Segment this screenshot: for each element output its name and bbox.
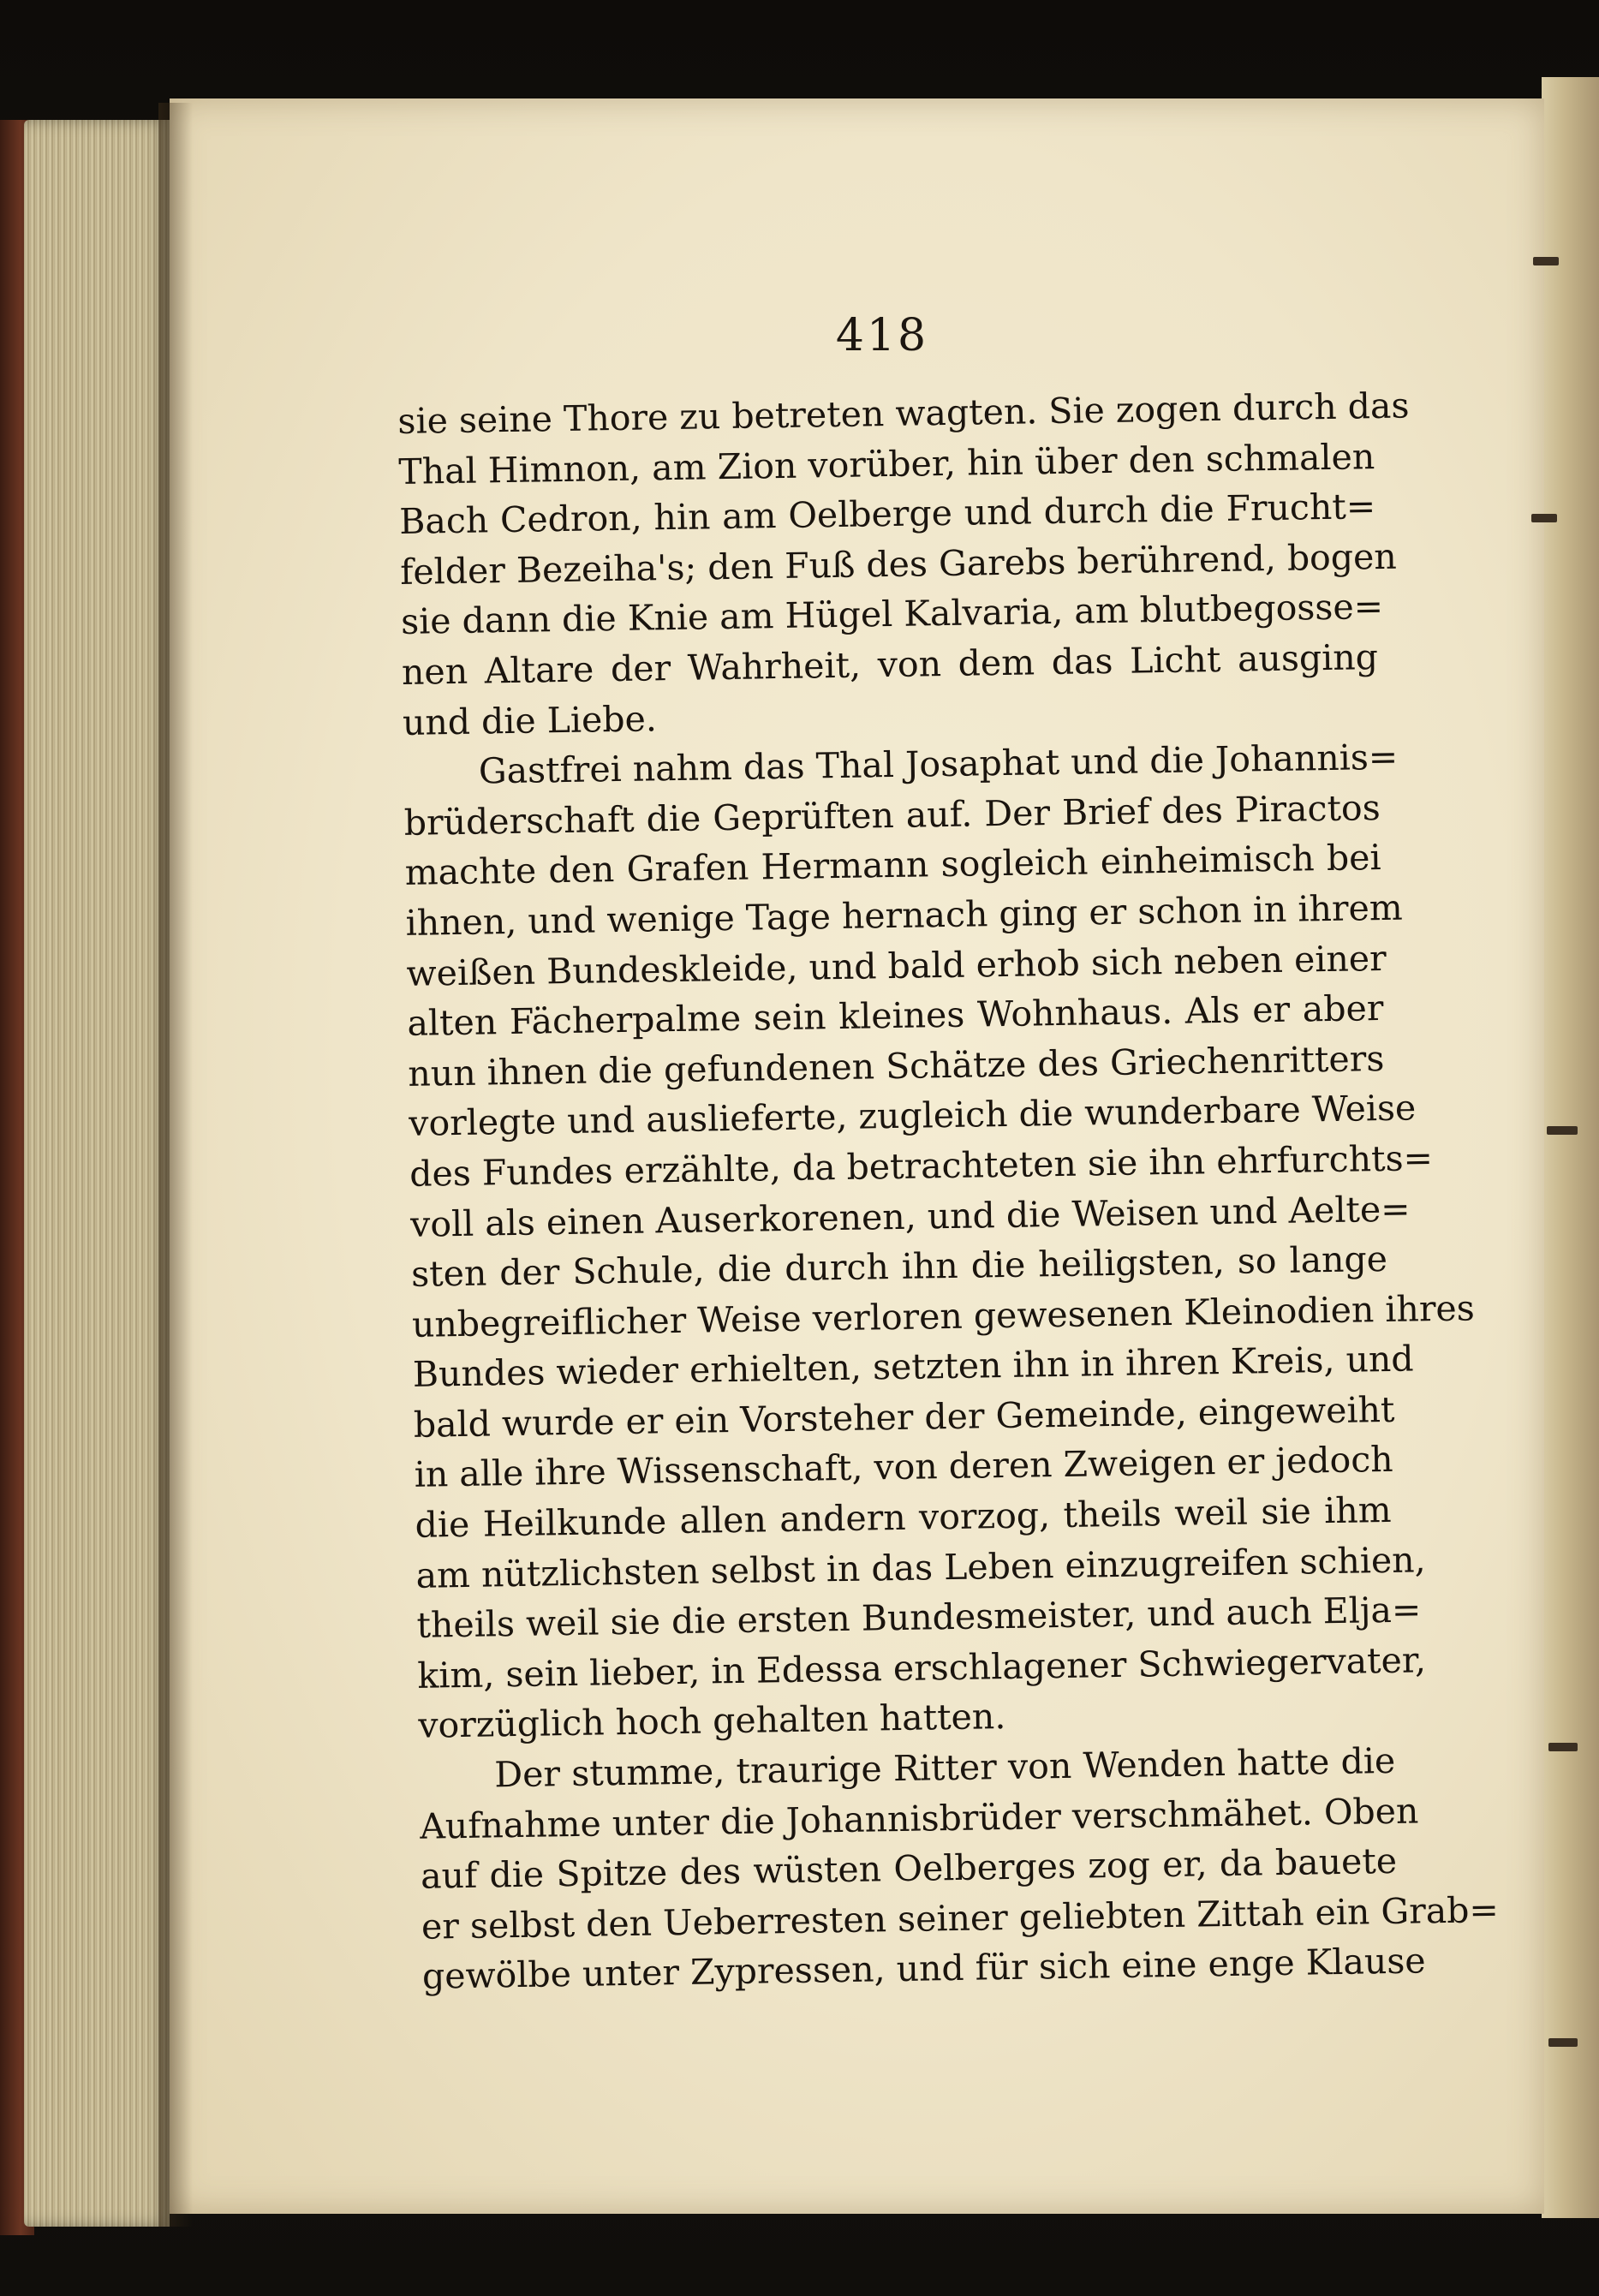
text-line: nun ihnen die gefundenen Schätze des Griechenritters	[408, 1037, 1385, 1094]
text-line: brüderschaft die Geprüften auf. Der Brief des Piractos	[403, 786, 1381, 844]
text-line: am nützlichsten selbst in das Leben einzugreifen schien,	[415, 1538, 1426, 1596]
text-line: nen Altare der Wahrheit, von dem das Licht ausging	[401, 636, 1379, 693]
facing-page-edge	[1542, 77, 1599, 2218]
paragraph	[419, 1736, 1500, 2002]
clip-mark	[1548, 1743, 1578, 1751]
text-line: Bach Cedron, hin am Oelberge und durch die Frucht=	[398, 486, 1376, 543]
text-line: sie seine Thore zu betreten wagten. Sie zogen durch das	[397, 385, 1410, 442]
clip-mark	[1533, 257, 1559, 265]
text-line: Bundes wieder erhielten, setzten ihn in ihren Kreis, und	[412, 1338, 1414, 1396]
text-line: Aufnahme unter die Johannisbrüder verschmähet. Oben	[419, 1790, 1419, 1847]
clip-mark	[1548, 2038, 1578, 2047]
clip-mark	[1547, 1126, 1578, 1135]
text-line: Thal Himnon, am Zion vorüber, hin über den schmalen	[397, 435, 1375, 492]
text-line: felder Bezeiha's; den Fuß des Garebs berührend, bogen	[399, 535, 1398, 593]
text-line: sten der Schule, die durch ihn die heiligsten, so lange	[410, 1238, 1388, 1295]
text-line: Gastfrei nahm das Thal Josaphat und die Johannis=	[478, 736, 1399, 792]
text-line: bald wurde er ein Vorsteher der Gemeinde, eingeweiht	[413, 1388, 1395, 1446]
text-line: theils weil sie die ersten Bundesmeister, und auch Elja=	[416, 1589, 1422, 1647]
text-line: gewölbe unter Zypressen, und für sich eine enge Klause	[421, 1940, 1426, 1998]
paragraph	[403, 732, 1476, 1751]
paragraph	[397, 381, 1410, 748]
text-line: vorlegte und auslieferte, zugleich die wunderbare Weise	[408, 1087, 1417, 1145]
text-line: in alle ihre Wissenschaft, von deren Zweigen er jedoch	[414, 1439, 1393, 1496]
text-line: des Fundes erzählte, da betrachteten sie ihn ehrfurchts=	[409, 1137, 1434, 1195]
text-line: sie dann die Knie am Hügel Kalvaria, am blutbegosse=	[400, 586, 1384, 643]
text-line: weißen Bundeskleide, und bald erhob sich neben einer	[406, 937, 1387, 994]
text-line: und die Liebe.	[402, 697, 658, 743]
text-line: er selbst den Ueberresten seiner geliebten Zittah ein Grab=	[421, 1888, 1500, 1947]
text-line: auf die Spitze des wüsten Oelberges zog er, da bauete	[420, 1840, 1398, 1898]
text-line: unbegreiflicher Weise verloren gewesenen Kleinodien ihres	[411, 1287, 1476, 1345]
text-line: vorzüglich hoch gehalten hatten.	[418, 1696, 1006, 1747]
text-line: Der stumme, traurige Ritter von Wenden hatte die	[493, 1739, 1396, 1796]
clip-mark	[1531, 514, 1557, 522]
text-line: ihnen, und wenige Tage hernach ging er schon in ihrem	[405, 886, 1404, 944]
page-number: 418	[835, 310, 929, 361]
text-line: voll als einen Auserkorenen, und die Weisen und Aelte=	[409, 1188, 1411, 1245]
text-line: machte den Grafen Hermann sogleich einheimisch bei	[404, 837, 1381, 894]
text-line: die Heilkunde allen andern vorzog, theils weil sie ihm	[415, 1488, 1392, 1546]
text-line: kim, sein lieber, in Edessa erschlagener Schwiegervater,	[417, 1639, 1427, 1697]
page-text	[397, 381, 1500, 2002]
gutter-shadow	[158, 103, 193, 2227]
page-stack-edges	[24, 120, 170, 2227]
text-line: alten Fächerpalme sein kleines Wohnhaus. Als er aber	[407, 987, 1384, 1045]
